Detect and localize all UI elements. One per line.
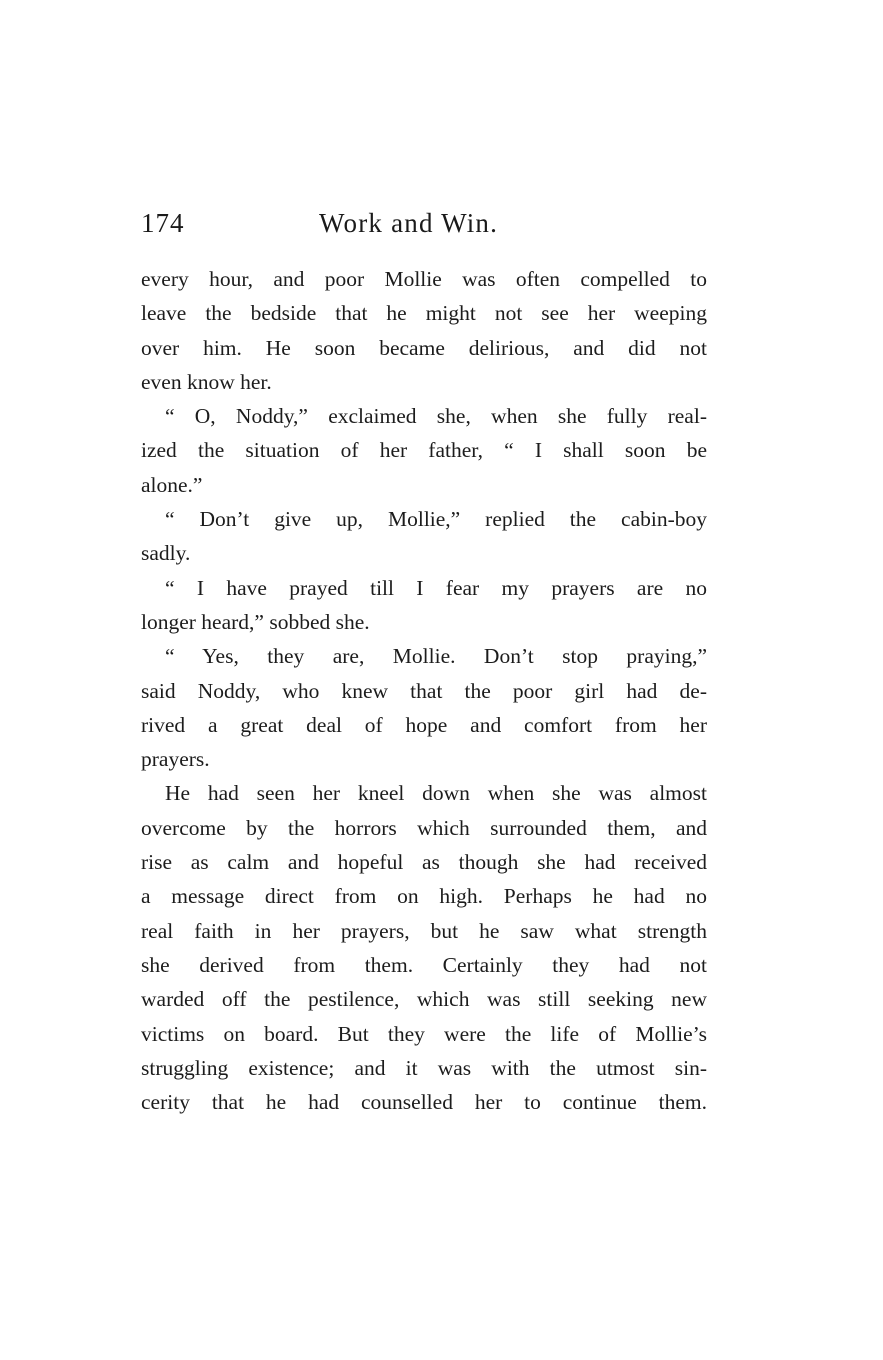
text-line: prayers. bbox=[141, 747, 210, 772]
text-line: cerity that he had counselled her to continue them. bbox=[141, 1090, 707, 1115]
text-line: “ I have prayed till I fear my prayers are no bbox=[165, 575, 707, 600]
text-line: overcome by the horrors which surrounded them, and bbox=[141, 815, 707, 840]
text-line: rise as calm and hopeful as though she had received bbox=[141, 850, 707, 875]
text-line: a message direct from on high. Perhaps he had no bbox=[141, 884, 707, 909]
text-line: sadly. bbox=[141, 541, 191, 566]
text-line: over him. He soon became delirious, and did not bbox=[141, 335, 707, 360]
body-text bbox=[141, 262, 707, 1119]
text-line: ized the situation of her father, “ I shall soon be bbox=[141, 438, 707, 463]
text-line: struggling existence; and it was with the utmost sin- bbox=[141, 1055, 707, 1080]
running-title: Work and Win. bbox=[319, 208, 499, 238]
text-line: victims on board. But they were the life of Mollie’s bbox=[141, 1021, 707, 1046]
text-line: even know her. bbox=[141, 369, 272, 394]
text-line: leave the bedside that he might not see her weeping bbox=[141, 301, 707, 326]
text-line: she derived from them. Certainly they had not bbox=[141, 952, 707, 977]
text-line: “ Yes, they are, Mollie. Don’t stop praying,” bbox=[165, 644, 707, 669]
text-line: rived a great deal of hope and comfort from her bbox=[141, 712, 707, 737]
page-number: 174 bbox=[141, 208, 185, 238]
text-line: real faith in her prayers, but he saw what strength bbox=[141, 918, 707, 943]
text-line: warded off the pestilence, which was still seeking new bbox=[141, 987, 707, 1012]
text-line: alone.” bbox=[141, 472, 203, 497]
text-line: every hour, and poor Mollie was often compelled to bbox=[141, 267, 707, 291]
text-line: He had seen her kneel down when she was almost bbox=[165, 781, 707, 806]
running-head bbox=[141, 208, 721, 248]
text-line: longer heard,” sobbed she. bbox=[141, 609, 370, 634]
text-line: “ O, Noddy,” exclaimed she, when she fully real- bbox=[165, 404, 707, 429]
text-line: “ Don’t give up, Mollie,” replied the cabin-boy bbox=[165, 507, 707, 532]
text-line: said Noddy, who knew that the poor girl had de- bbox=[141, 678, 707, 703]
